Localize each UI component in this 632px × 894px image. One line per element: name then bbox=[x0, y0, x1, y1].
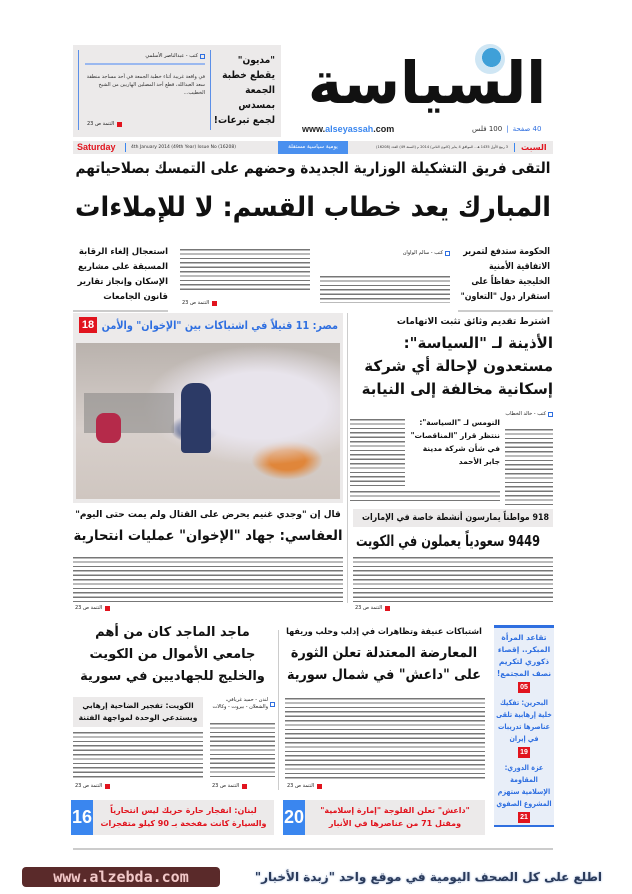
news-sidebar bbox=[494, 625, 554, 827]
housing-body-2 bbox=[350, 418, 405, 486]
housing-body-3 bbox=[350, 490, 500, 504]
majed-author: لندن - حميد غريافي، والشعلان - بيروت - وكالات bbox=[210, 697, 275, 711]
saudis-kicker[interactable]: 918 مواطناً يمارسون أنشطة خاصة في الإمارات bbox=[361, 513, 549, 523]
dahiya-continued[interactable]: التتمة ص 23 bbox=[75, 783, 110, 789]
author-icon bbox=[445, 251, 450, 256]
teaser-body: في واقعة غريبة أثناء خطبة الجمعة في أحد مساجد منطقة سعد العبدالله، قطع أحد المصلين الهاربين من الشيخ الخطيب... bbox=[86, 74, 205, 96]
date-en: 4th January 2014 (49th Year) Issue No (16208) bbox=[131, 145, 236, 150]
housing-subheadline[interactable]: النومس لـ "السياسة": ننتظر قرار "المناقصات" في شأن شركة مدينة جابر الأحمد bbox=[410, 418, 500, 466]
main-body-cont bbox=[180, 248, 310, 290]
logo: السياسة bbox=[307, 49, 547, 117]
afasi-body bbox=[73, 556, 343, 602]
bottom-teaser-lebanon[interactable] bbox=[71, 800, 274, 835]
main-continued[interactable]: التتمة ص 23 bbox=[182, 300, 217, 306]
egypt-headline[interactable]: مصر: 11 قتيلاً في اشتباكات بين "الإخوان" والأمن bbox=[101, 319, 338, 332]
afasi-kicker[interactable]: قال إن "وجدي غنيم يحرض على القتال ولم يمت حتى اليوم" bbox=[75, 510, 341, 520]
egypt-page-number[interactable]: 18 bbox=[79, 317, 97, 333]
sidebar-page-number[interactable]: 05 bbox=[518, 682, 530, 693]
teaser-author: كتب - عبدالناصر الأسلمي bbox=[113, 53, 205, 60]
footer-promo: اطلع على كل الصحف اليومية في موقع واحد "زبدة الأخبار" bbox=[254, 870, 602, 884]
majed-continued[interactable]: التتمة ص 23 bbox=[212, 783, 247, 789]
bottom-page-number[interactable]: 20 bbox=[283, 800, 305, 835]
day-en: Saturday bbox=[77, 142, 116, 152]
divider bbox=[73, 848, 553, 850]
dahiya-body bbox=[73, 731, 203, 780]
sidebar-item[interactable] bbox=[496, 697, 552, 758]
bottom-teaser-text[interactable]: "داعش" تعلن الفلوجة "إمارة إسلامية" ومقتل 71 من عناصرها في الأنبار bbox=[320, 806, 470, 828]
syria-headline[interactable]: المعارضة المعتدلة تعلن الثورة على "داعش" في شمال سورية bbox=[287, 645, 481, 683]
sidebar-item[interactable] bbox=[496, 762, 552, 823]
main-body bbox=[320, 275, 450, 303]
teaser-continued[interactable]: التتمة ص 23 bbox=[87, 121, 122, 127]
teaser-box[interactable] bbox=[73, 45, 281, 137]
bottom-page-number[interactable]: 16 bbox=[71, 800, 93, 835]
day-ar: السبت bbox=[521, 143, 547, 152]
saudis-body bbox=[353, 556, 553, 602]
date-ar: 3 ربيع الأول 1435 هـ - الموافق 4 يناير (كانون الثاني) 2014 م (السنة 49) العدد (16208) bbox=[376, 145, 508, 149]
syria-kicker[interactable]: اشتباكات عنيفة وتظاهرات في إدلب وحلب وريفها bbox=[286, 627, 482, 637]
housing-body-1 bbox=[505, 428, 553, 505]
masthead bbox=[300, 40, 554, 138]
majed-body bbox=[210, 722, 275, 780]
gcc-security-headline[interactable]: الحكومة ستدفع لتمرير الاتفاقية الأمنية الخليجية حفاظاً على استقرار دول "التعاون" bbox=[460, 247, 550, 302]
saudis-headline[interactable]: 9449 سعودياً يعملون في الكويت bbox=[355, 532, 541, 550]
main-headline[interactable]: المبارك يعد خطاب القسم: لا للإملاءات bbox=[74, 192, 551, 223]
housing-kicker[interactable]: اشترط تقديم وثائق تثبت الاتهامات bbox=[396, 317, 550, 327]
sidebar-page-number[interactable]: 21 bbox=[518, 812, 530, 823]
bottom-teaser-daesh[interactable] bbox=[283, 800, 485, 835]
price: 40 صفحة | 100 فلس bbox=[472, 125, 542, 133]
sidebar-page-number[interactable]: 19 bbox=[518, 747, 530, 758]
majed-headline[interactable]: ماجد الماجد كان من أهم جامعي الأموال من الكويت والخليج للجهاديين في سورية bbox=[80, 625, 265, 684]
tagline: يومية سياسية مستقلة bbox=[278, 141, 348, 154]
syria-body bbox=[285, 697, 485, 779]
sidebar-item-text[interactable]: تقاعد المرأة المبكر.. إقصاء ذكوري لتكريم نصف المجتمع! bbox=[496, 633, 552, 678]
main-author: كتب - سالم الواوان bbox=[360, 250, 450, 257]
sidebar-item-text[interactable]: عزة الدوري: المقاومة الإسلامية ستهزم المشروع الصفوي bbox=[496, 763, 552, 808]
teaser-headline[interactable]: "مديون" يقطع خطبة الجمعة بمسدس لجمع تبرعات! bbox=[213, 55, 275, 126]
dahiya-headline[interactable]: الكويت: تفجير الضاحية إرهابي ويستدعي الوحدة لمواجهة الفتنة bbox=[78, 701, 198, 722]
syria-continued[interactable]: التتمة ص 23 bbox=[287, 783, 322, 789]
afasi-continued[interactable]: التتمة ص 23 bbox=[75, 605, 110, 611]
saudis-continued[interactable]: التتمة ص 23 bbox=[355, 605, 390, 611]
housing-author: كتب - خالد الخطاب bbox=[505, 411, 553, 418]
author-icon bbox=[548, 412, 553, 417]
sidebar-item[interactable] bbox=[496, 632, 552, 693]
bottom-teaser-text[interactable]: لبنان: انفجار حارة حريك ليس انتحارياً والسيارة كانت مفخخة بـ 90 كيلو متفجرات bbox=[100, 806, 267, 828]
author-icon bbox=[270, 702, 275, 707]
egypt-block[interactable] bbox=[73, 313, 343, 503]
footer-site-link[interactable]: www.alzebda.com bbox=[22, 867, 220, 887]
housing-headline[interactable]: الأذينة لـ "السياسة": مستعدون لإحالة أي شركة إسكانية مخالفة إلى النيابة bbox=[361, 334, 553, 398]
sidebar-item-text[interactable]: البحرين: تفكيك خلية إرهابية تلقى عناصرها تدريبات في إيران bbox=[496, 698, 552, 743]
egypt-clashes-photo bbox=[76, 343, 340, 499]
date-bar bbox=[73, 141, 553, 154]
website[interactable]: www.alseyassah.com bbox=[302, 124, 395, 134]
afasi-headline[interactable]: العفاسي: جهاد "الإخوان" عمليات انتحارية bbox=[73, 528, 343, 544]
housing-oversight-headline[interactable]: استعجال إلغاء الرقابة المسبقة على مشاريع الإسكان وإنجاز تقارير قانون الجامعات bbox=[77, 247, 168, 302]
author-icon bbox=[200, 54, 205, 59]
main-kicker[interactable]: التقى فريق التشكيلة الوزارية الجديدة وحضهم على التمسك بصلاحياتهم bbox=[75, 159, 551, 177]
